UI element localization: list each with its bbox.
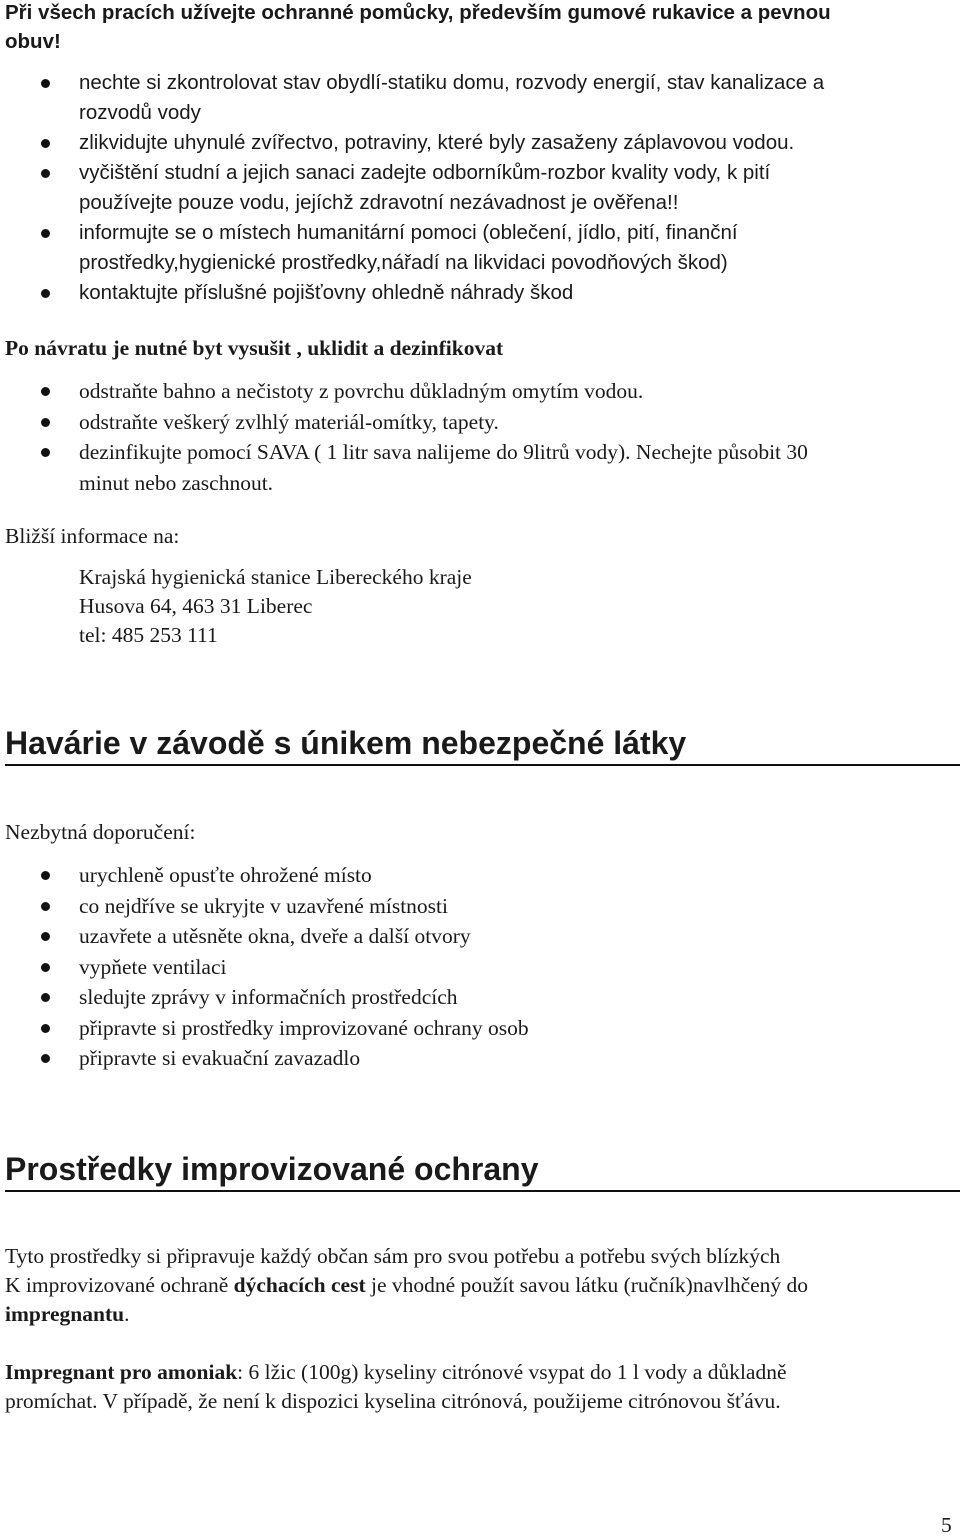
accident-checklist — [0, 860, 960, 1074]
page-number: 5 — [941, 1513, 952, 1537]
bullet-icon — [41, 139, 50, 148]
cleanup-checklist — [0, 376, 960, 498]
list-item: připravte si prostředky improvizované ochrany osob — [0, 1013, 960, 1044]
bullet-icon — [41, 448, 50, 457]
impregnant-emphasis: impregnantu — [5, 1302, 125, 1326]
protection-section-title: Prostředky improvizované ochrany — [5, 1151, 539, 1187]
list-item: sledujte zprávy v informačních prostředcích — [0, 982, 960, 1013]
list-item: připravte si evakuační zavazadlo — [0, 1043, 960, 1074]
list-item: vyčištění studní a jejich sanaci zadejte odborníkům-rozbor kvality vody, k pití používejte pouze vodu, jejíchž zdravotní nezávadnost je ověřena!! — [0, 158, 960, 218]
list-item: co nejdříve se ukryjte v uzavřené místnosti — [0, 891, 960, 922]
flood-checklist — [0, 68, 960, 308]
bullet-icon — [41, 932, 50, 941]
bullet-icon — [41, 169, 50, 178]
bullet-icon — [41, 418, 50, 427]
contact-address: Husova 64, 463 31 Liberec — [79, 594, 313, 618]
bullet-icon — [41, 963, 50, 972]
list-item: uzavřete a utěsněte okna, dveře a další otvory — [0, 921, 960, 952]
contact-phone: tel: 485 253 111 — [79, 623, 218, 647]
intro-note — [5, 0, 831, 56]
bullet-icon — [41, 387, 50, 396]
return-heading: Po návratu je nutné byt vysušit , uklidit a dezinfikovat — [5, 336, 504, 360]
protection-paragraph-2: Impregnant pro amoniak: 6 lžic (100g) kyseliny citrónové vsypat do 1 l vody a důkladně promíchat. V případě, že není k dispozici kyselina citrónová, použijeme citrónovou šťávu. — [5, 1360, 787, 1413]
list-item: vypňete ventilaci — [0, 952, 960, 983]
bullet-icon — [41, 79, 50, 88]
more-info-label: Bližší informace na: — [5, 524, 180, 548]
ammonia-impregnant-label: Impregnant pro amoniak — [5, 1360, 238, 1384]
list-item: odstraňte bahno a nečistoty z povrchu důkladným omytím vodou. — [0, 376, 960, 407]
protection-paragraph-1: Tyto prostředky si připravuje každý občan sám pro svou potřebu a potřebu svých blízkých K improvizované ochraně dýchacích cest je vhodné použít savou látku (ručník)navlhčený do impregnantu. — [5, 1244, 809, 1326]
accident-section-title: Havárie v závodě s únikem nebezpečné látky — [5, 725, 687, 761]
airways-emphasis: dýchacích cest — [233, 1273, 366, 1297]
contact-org: Krajská hygienická stanice Libereckého kraje — [79, 565, 472, 589]
list-item: urychleně opusťte ohrožené místo — [0, 860, 960, 891]
list-item: odstraňte veškerý zvlhlý materiál-omítky, tapety. — [0, 407, 960, 438]
bullet-icon — [41, 993, 50, 1002]
list-item: nechte si zkontrolovat stav obydlí-statiku domu, rozvody energií, stav kanalizace a rozvodů vody — [0, 68, 960, 128]
section-divider — [5, 1190, 960, 1192]
bullet-icon — [41, 229, 50, 238]
bullet-icon — [41, 902, 50, 911]
list-item: zlikvidujte uhynulé zvířectvo, potraviny, které byly zasaženy záplavovou vodou. — [0, 128, 960, 158]
bullet-icon — [41, 1054, 50, 1063]
list-item: kontaktujte příslušné pojišťovny ohledně náhrady škod — [0, 278, 960, 308]
recommendations-heading: Nezbytná doporučení: — [5, 820, 196, 844]
list-item: informujte se o místech humanitární pomoci (oblečení, jídlo, pití, finanční prostředky,hygienické prostředky,nářadí na likvidaci povodňových škod) — [0, 218, 960, 278]
contact-block — [79, 563, 472, 650]
intro-line-1: Při všech pracích užívejte ochranné pomůcky, především gumové rukavice a pevnou — [5, 1, 831, 24]
section-divider — [5, 764, 960, 766]
bullet-icon — [41, 1024, 50, 1033]
intro-line-2: obuv! — [5, 30, 61, 53]
bullet-icon — [41, 871, 50, 880]
bullet-icon — [41, 289, 50, 298]
list-item: dezinfikujte pomocí SAVA ( 1 litr sava nalijeme do 9litrů vody). Nechejte působit 30 minut nebo zaschnout. — [0, 437, 960, 498]
